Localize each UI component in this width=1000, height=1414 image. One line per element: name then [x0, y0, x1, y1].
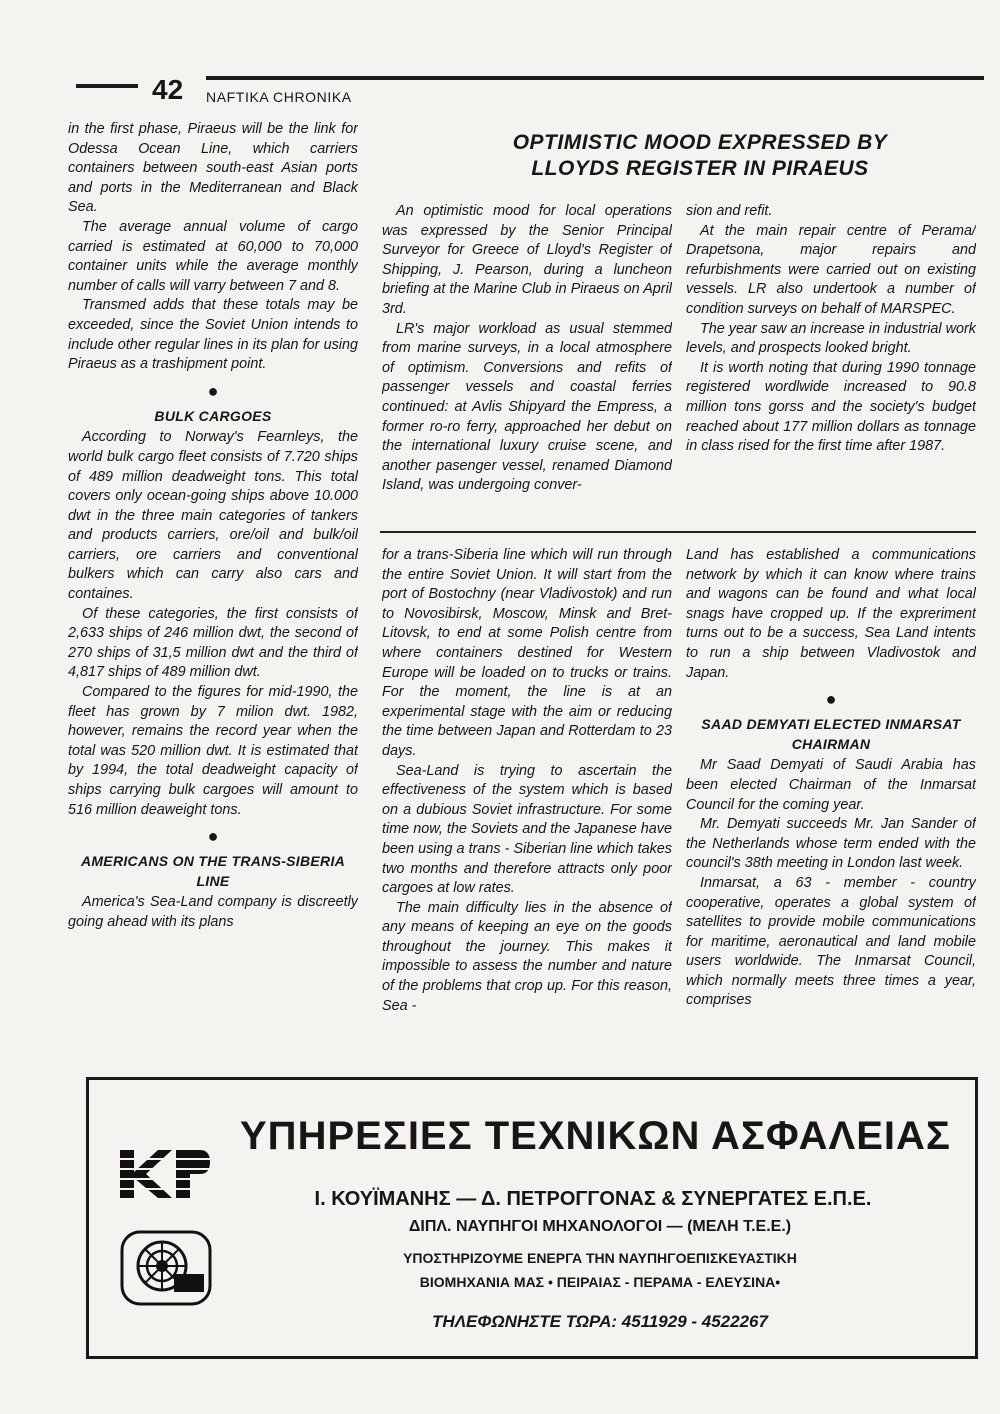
- kr-logo-icon: [118, 1148, 212, 1200]
- americans-heading: AMERICANS ON THE TRANS-SIBERIA LINE: [80, 853, 346, 889]
- column-2-lower: [382, 546, 672, 1064]
- paragraph: Transmed adds that these totals may be exceeded, since the Soviet Union intends to include other regular lines in its plan for using Piraeus as a trashipment point.: [68, 297, 358, 373]
- bulk-cargoes-heading: BULK CARGOES: [154, 407, 272, 424]
- paragraph: Sea-Land is trying to ascertain the effectiveness of the system which is based on a dubious Soviet infrastructure. For some time now, the Soviets and the Japanese have been using a trans - Siberian line which takes two months and therefore attracts only poor cargoes at low rates.: [382, 762, 672, 897]
- paragraph: for a trans-Siberia line which will run through the entire Soviet Union. It will start from the port of Bostochny (near Vladivostok) and run to Novosibirsk, Moscow, Minsk and Bret-Litovsk, to end at some Polish centre from where containers destined for Western Europe will be loaded on to trucks or trains. For the moment, the line is at an experimental stage with the aim or reducing the time between Japan and Rotterdam to 23 days.: [382, 547, 672, 759]
- saad-demyati-heading: SAAD DEMYATI ELECTED INMARSAT CHAIRMAN: [701, 716, 961, 752]
- advert-names: Ι. ΚΟΥΪΜΑΝΗΣ — Δ. ΠΕΤΡΟΓΓΟΝΑΣ & ΣΥΝΕΡΓΑΤΕΣ Ε.Π.Ε.: [314, 1188, 872, 1210]
- advert-support-line-1: ΥΠΟΣΤΗΡΙΖΟΥΜΕ ΕΝΕΡΓΑ ΤΗΝ ΝΑΥΠΗΓΟΕΠΙΣΚΕΥΑΣΤΙΚΗ: [403, 1250, 797, 1266]
- paragraph: Inmarsat, a 63 - member - country cooperative, operates a global system of satellites to provide mobile communications for maritime, aeronautical and land mobile users worldwide. The Inmarsat Council, which normally meets three times a year, comprises: [686, 874, 976, 1009]
- paragraph: Mr Saad Demyati of Saudi Arabia has been elected Chairman of the Inmarsat Council for the coming year.: [686, 757, 976, 813]
- column-1: [68, 120, 358, 1072]
- paragraph: Mr. Demyati succeeds Mr. Jan Sander of the Netherlands whose term ended with the council's 38th meeting in London last week.: [686, 816, 976, 872]
- paragraph: The year saw an increase in industrial work levels, and prospects looked bright.: [686, 320, 976, 357]
- publication-title: NAFTIKA CHRONIKA: [206, 89, 352, 105]
- page-number: 42: [152, 74, 184, 105]
- lloyds-column-2: [382, 202, 672, 524]
- paragraph: LR's major workload as usual stemmed from marine surveys, in a local atmosphere of optimism. Conversions and refits of passenger vessels and coastal ferries continued: at Avlis Shipyard the Empress, a former ro-ro ferry, approached her debut on the international luxury cruise scene, and another pasenger vessel, renamed Diamond Island, was undergoing conver-: [382, 320, 672, 494]
- lloyds-headline: OPTIMISTIC MOOD EXPRESSED BY LLOYDS REGISTER IN PIRAEUS: [512, 131, 888, 180]
- paragraph: sion and refit.: [686, 203, 773, 219]
- paragraph: The main difficulty lies in the absence of any means of keeping an eye on the goods throughout the journey. This makes it impossible to assess the number and nature of the problems that crop up. For this reason, Sea -: [382, 899, 672, 1014]
- paragraph: An optimistic mood for local operations was expressed by the Senior Principal Surveyor for Greece of Lloyd's Register of Shipping, J. Pearson, during a luncheon briefing at the Marine Club in Piraeus on April 3rd.: [382, 203, 672, 317]
- column-3-lower: [686, 546, 976, 1064]
- paragraph: Compared to the figures for mid-1990, the fleet has grown by 7 milion dwt. 1982, however, remains the record year when the total was 520 million dwt. It is estimated that by 1994, the total deadweight capacity of ships carrying bulk cargoes will amount to 516 million deaweight tons.: [68, 684, 358, 818]
- header-rule-left: [76, 84, 138, 88]
- paragraph: It is worth noting that during 1990 tonnage registered wordlwide increased to 90.8 million tons gorss and the society's budget reached about 177 million dollars as tonnage in class rised for the first time after 1987.: [686, 359, 976, 455]
- section-divider: [380, 531, 976, 533]
- advert-title: ΥΠΗΡΕΣΙΕΣ ΤΕΧΝΙΚΩΝ ΑΣΦΑΛΕΙΑΣ: [240, 1114, 951, 1158]
- header-rule-right: [206, 76, 984, 80]
- paragraph: At the main repair centre of Perama/ Drapetsona, major repairs and refurbishments were carried out on existing vessels. LR also undertook a number of condition surveys on behalf of MARSPEC.: [686, 222, 976, 317]
- paragraph: Of these categories, the first consists of 2,633 ships of 246 million dwt, the second of 270 ships of 31,5 million dwt and the third of 4,817 ships of 489 million dwt.: [68, 605, 358, 681]
- section-bullet: ●: [207, 826, 219, 847]
- ship-wheel-icon: [120, 1230, 212, 1306]
- ship-emblem: [120, 1230, 212, 1306]
- advert-support-line-2: ΒΙΟΜΗΧΑΝΙΑ ΜΑΣ • ΠΕΙΡΑΙΑΣ - ΠΕΡΑΜΑ - ΕΛΕΥΣΙΝΑ•: [419, 1274, 781, 1290]
- advert-phone: ΤΗΛΕΦΩΝΗΣΤΕ ΤΩΡΑ: 4511929 - 4522267: [432, 1312, 768, 1331]
- paragraph: The average annual volume of cargo carried is estimated at 60,000 to 70,000 container units while the average monthly number of calls will varry between 7 and 8.: [68, 218, 358, 294]
- paragraph: Land has established a communications network by which it can know where trains and wagons can be found and what local snags have cropped up. If the expreriment turns out to be a success, Sea Land intents to run a ship between Vladivostok and Japan.: [686, 547, 976, 681]
- section-bullet: ●: [207, 380, 219, 401]
- paragraph: in the first phase, Piraeus will be the link for Odessa Ocean Line, which carriers containers between south-east Asian ports and ports in the Mediterranean and Black Sea.: [68, 121, 358, 216]
- lloyds-column-3: [686, 202, 976, 524]
- section-bullet: ●: [825, 689, 837, 710]
- paragraph: America's Sea-Land company is discreetly going ahead with its plans: [68, 894, 358, 930]
- kr-logo: [118, 1148, 212, 1200]
- paragraph: According to Norway's Fearnleys, the world bulk cargo fleet consists of 7.720 ships of 489 million deadweight tons. This total covers only ocean-going ships above 10.000 dwt in the three main categories of tankers and products carriers, ore/oil and bulk/oil carriers, ore carriers and conventional bulkers which can carry also cars and containes.: [68, 429, 358, 603]
- advert-roles: ΔΙΠΛ. ΝΑΥΠΗΓΟΙ ΜΗΧΑΝΟΛΟΓΟΙ — (ΜΕΛΗ Τ.Ε.Ε.): [408, 1218, 792, 1235]
